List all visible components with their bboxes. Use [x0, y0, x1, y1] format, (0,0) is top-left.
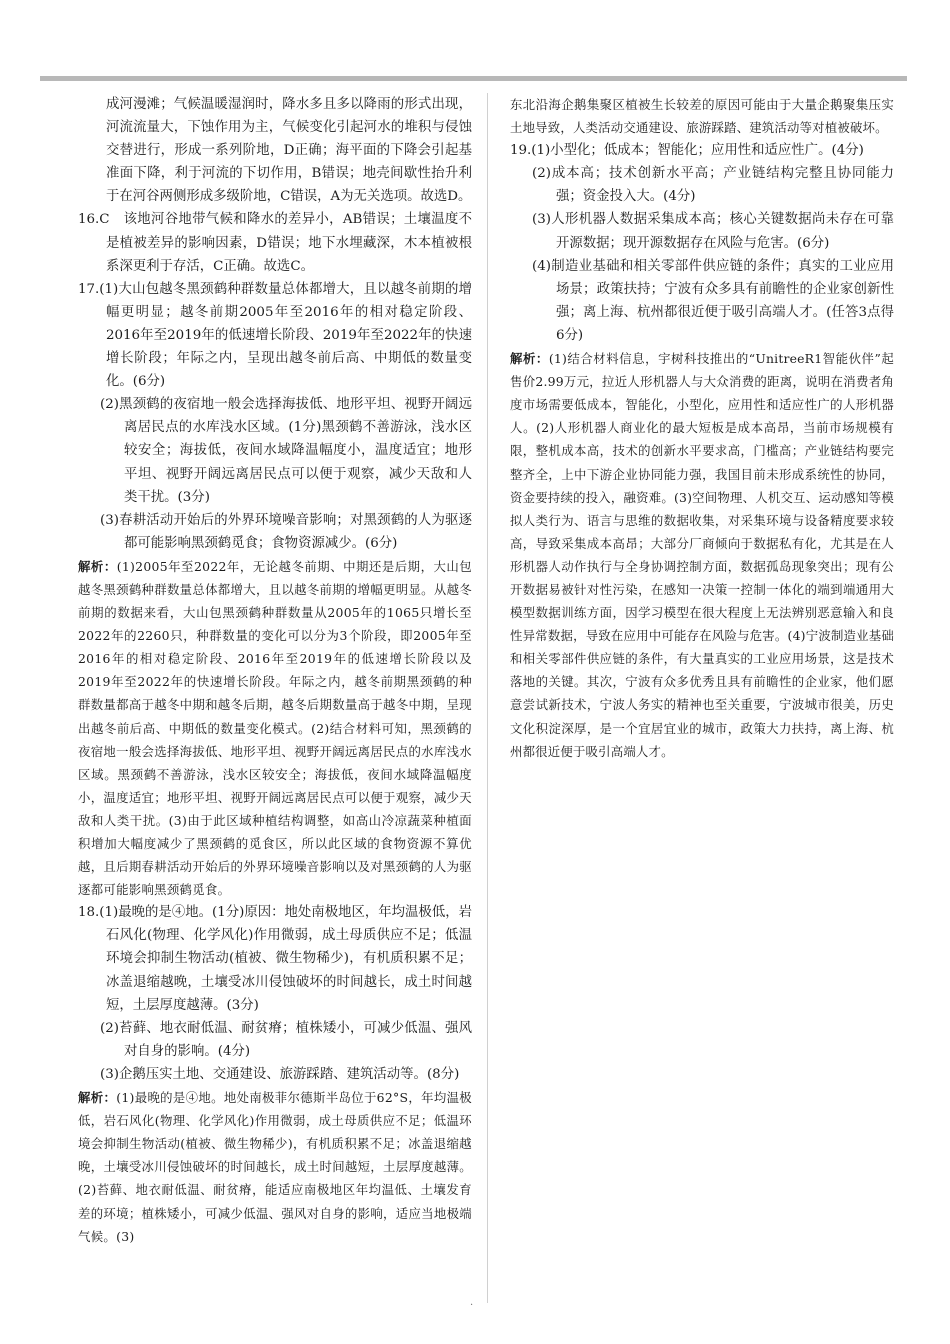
q18-explanation-continued: 东北沿海企鹅集聚区植被生长较差的原因可能由于大量企鹅聚集压实土地导致，人类活动交通建设、旅游踩踏、建筑活动等对植被破坏。: [510, 97, 894, 136]
page-mark: ·: [470, 1300, 474, 1311]
q17-part3: (3)春耕活动开始后的外界环境噪音影响；对黑颈鹤的人为驱逐都可能影响黑颈鹤觅食；食物资源减少。(6分): [100, 512, 472, 551]
q18-explanation: [78, 1086, 472, 1248]
q18-part2: (2)苔藓、地衣耐低温、耐贫瘠；植株矮小，可减少低温、强风对自身的影响。(4分): [100, 1020, 472, 1059]
q19-part3: (3)人形机器人数据采集成本高；核心关键数据尚未存在可靠开源数据；现开源数据存在风险与危害。(6分): [532, 212, 894, 251]
q18-explanation-text: (1)最晚的是④地。地处南极菲尔德斯半岛位于62°S，年均温极低，岩石风化(物理、化学风化)作用微弱，成土母质供应不足；低温环境会抑制生物活动(植被、微生物稀少)，有机质积累不足；冰盖退缩越晚，土壤受冰川侵蚀破坏的时间越长，成土时间越短，土层厚度越薄。(2)苔藓、地衣耐低温、耐贫瘠，能适应南极地区年均温低、土壤发育差的环境；植株矮小，可减少低温、强风对自身的影响，适应当地极端气候。(3): [78, 1090, 472, 1244]
q16-answer: [78, 208, 472, 277]
q18-part1: 18.(1)最晚的是④地。(1分)原因：地处南极地区，年均温极低，岩石风化(物理、化学风化)作用微弱，成土母质供应不足；低温环境会抑制生物活动(植被、微生物稀少)，有机质积累不足；冰盖退缩越晚，土壤受冰川侵蚀破坏的时间越长，成土时间越短，土层厚度越薄。(3分): [78, 905, 472, 1013]
q17-explanation-label: 解析：: [78, 558, 117, 574]
q19-part4: (4)制造业基础和相关零部件供应链的条件；真实的工业应用场景；政策扶持；宁波有众多具有前瞻性的企业家创新性强；离上海、杭州都很近便于吸引高端人才。(任答3点得6分): [532, 258, 894, 343]
left-column: [78, 93, 472, 1248]
q19-explanation: [510, 347, 894, 763]
right-column: [510, 93, 894, 763]
q16-number: 16.C: [78, 212, 110, 228]
q17-part1: 17.(1)大山包越冬黑颈鹤种群数量总体都增大，且以越冬前期的增幅更明显；越冬前期2005年至2016年的相对稳定阶段、2016年至2019年的低速增长阶段、2019年至2022年的快速增长阶段；年际之内，呈现出越冬前后高、中期低的数量变化。(6分): [78, 281, 472, 390]
column-divider: [487, 93, 488, 1303]
q16-text: 该地河谷地带气候和降水的差异小，AB错误；土壤温度不是植被差异的影响因素，D错误；地下水埋藏深，木本植被根系深更利于存活，C正确。故选C。: [106, 212, 473, 274]
top-rule: [40, 76, 907, 81]
q17-part2: (2)黑颈鹤的夜宿地一般会选择海拔低、地形平坦、视野开阔远离居民点的水库浅水区域。(1分)黑颈鹤不善游泳，浅水区较安全；海拔低，夜间水域降温幅度小，温度适宜；地形平坦、视野开阔远离居民点可以便于观察，减少天敌和人类干扰。(3分): [100, 397, 472, 505]
q19-part2: (2)成本高；技术创新水平高；产业链结构完整且协同能力强；资金投入大。(4分): [532, 166, 894, 205]
q19-explanation-label: 解析：: [510, 351, 549, 367]
q17-explanation: [78, 555, 472, 901]
q15-answer-continued: 成河漫滩；气候温暖湿润时，降水多且多以降雨的形式出现，河流流量大，下蚀作用为主，气候变化引起河水的堆积与侵蚀交替进行，形成一系列阶地，D正确；海平面的下降会引起基准面下降，利于河流的下切作用，B错误；地壳间歇性抬升利于在河谷两侧形成多级阶地，C错误，A为无关选项。故选D。: [106, 97, 472, 205]
q19-explanation-text: (1)结合材料信息，宇树科技推出的“UnitreeR1智能伙伴”起售价2.99万元，拉近人形机器人与大众消费的距离，说明在消费者角度市场需要低成本，智能化，小型化，应用性和适应性广的人形机器人。(2)人形机器人商业化的最大短板是成本高昂，当前市场规模有限，整机成本高，技术的创新水平要求高，门槛高；产业链结构要完整齐全，上中下游企业协同能力强，我国目前未形成系统性的协同，资金要持续的投入，融资难。(3)空间物理、人机交互、运动感知等模拟人类行为、语言与思维的数据收集，对采集环境与设备精度要求较高，导致采集成本高昂；大部分厂商倾向于数据私有化，尤其是在人形机器人动作执行与全身协调控制方面，数据孤岛现象突出；现有公开数据易被针对性污染，在感知一决策一控制一体化的端到端通用大模型数据训练方面，因学习模型在很大程度上无法辨别恶意输入和良性异常数据，导致在应用中可能存在风险与危害。(4)宁波制造业基础和相关零部件供应链的条件，有大量真实的工业应用场景，这是技术落地的关键。其次，宁波有众多优秀且具有前瞻性的企业家，他们愿意尝试新技术，宁波人务实的精神也至关重要，宁波城市很美，历史文化积淀深厚，是一个宜居宜业的城市，政策大力扶持，离上海、杭州都很近便于吸引高端人才。: [510, 351, 894, 759]
q18-part3: (3)企鹅压实土地、交通建设、旅游踩踏、建筑活动等。(8分): [100, 1066, 460, 1082]
q17-explanation-text: (1)2005年至2022年，无论越冬前期、中期还是后期，大山包越冬黑颈鹤种群数量总体都增大，且以越冬前期的增幅更明显。从越冬前期的数据来看，大山包黑颈鹤种群数量从2005年的1065只增长至2022年的2260只，种群数量的变化可以分为3个阶段，即2005年至2016年的相对稳定阶段、2016年至2019年的低速增长阶段以及2019年至2022年的快速增长阶段。年际之内，越冬前期黑颈鹤的种群数量都高于越冬中期和越冬后期，越冬后期数量高于越冬中期，呈现出越冬前后高、中期低的数量变化模式。(2)结合材料可知，黑颈鹤的夜宿地一般会选择海拔低、地形平坦、视野开阔远离居民点的水库浅水区域。黑颈鹤不善游泳，浅水区较安全；海拔低，夜间水域降温幅度小，温度适宜；地形平坦、视野开阔远离居民点可以便于观察，减少天敌和人类干扰。(3)由于此区域种植结构调整，如高山冷凉蔬菜种植面积增加大幅度减少了黑颈鹤的觅食区，所以此区域的食物资源不算优越，且后期春耕活动开始后的外界环境噪音影响以及对黑颈鹤的人为驱逐都可能影响黑颈鹤觅食。: [78, 558, 472, 898]
q18-explanation-label: 解析：: [78, 1090, 117, 1106]
q19-part1: 19.(1)小型化；低成本；智能化；应用性和适应性广。(4分): [510, 143, 864, 159]
